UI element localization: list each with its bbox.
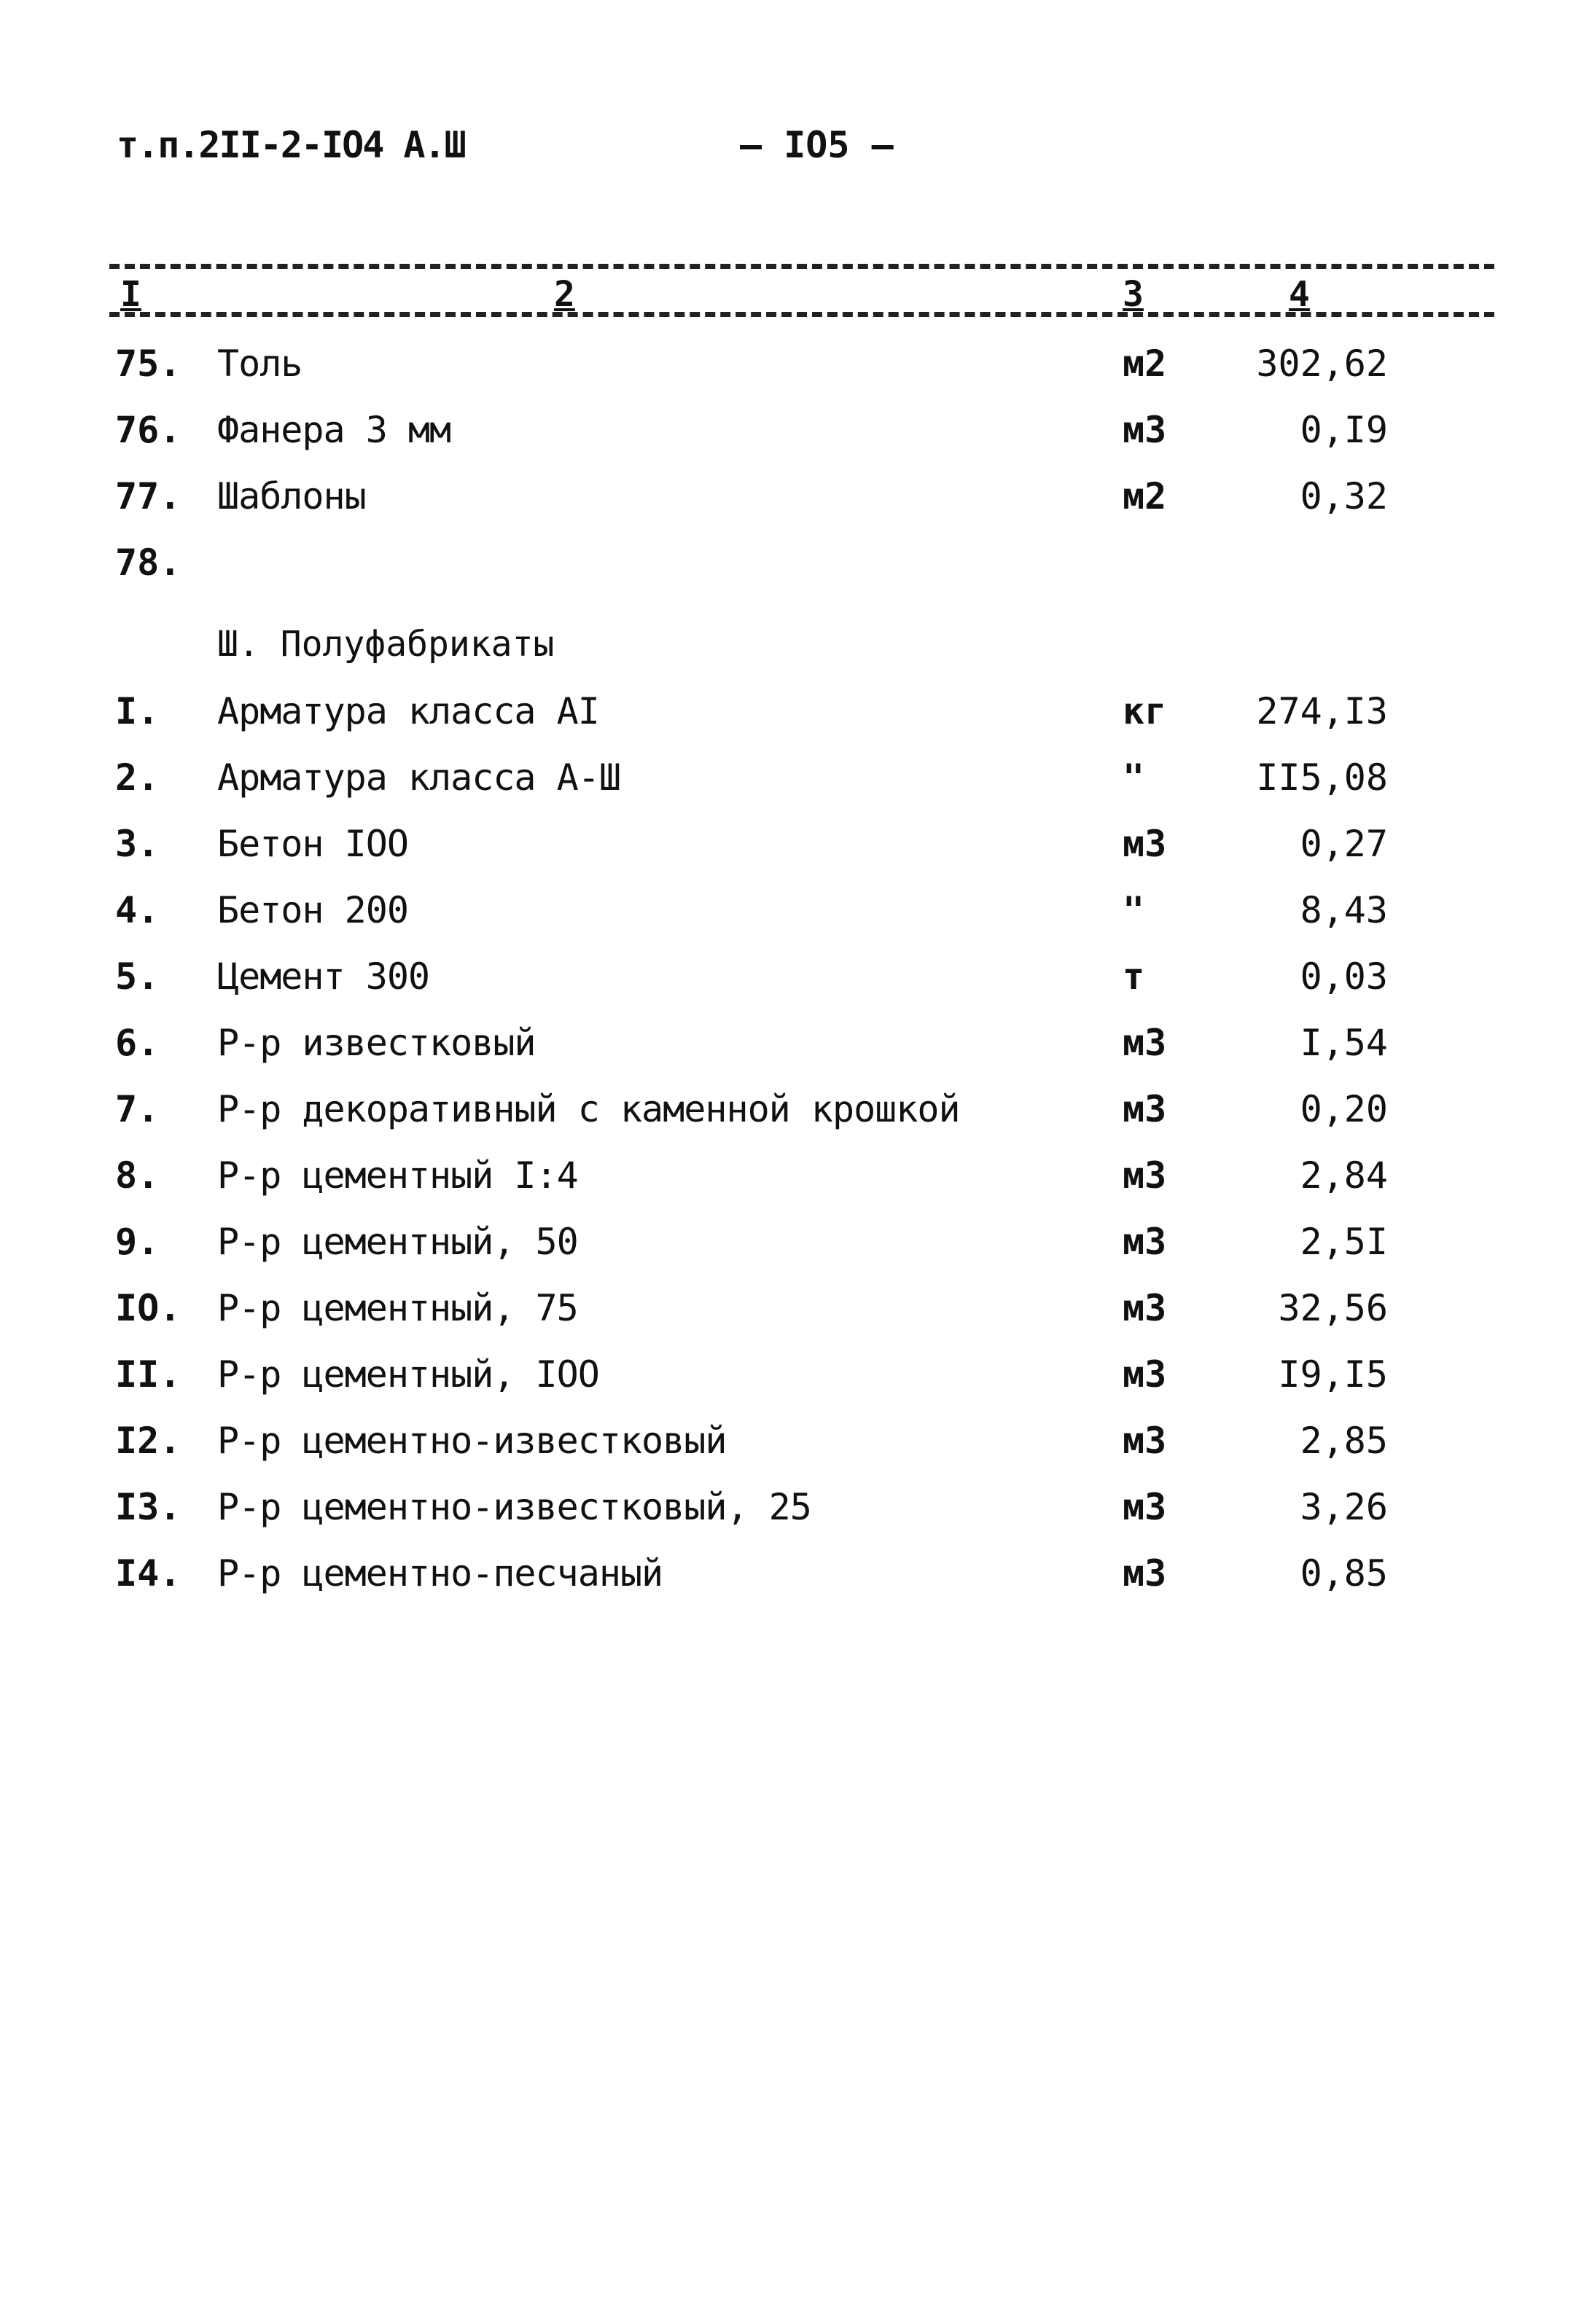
table-row [0,751,1592,817]
row-number: 78. [115,541,182,584]
row-name: Арматура класса А-Ш [217,756,620,799]
table-row [0,1149,1592,1215]
table-row [0,1546,1592,1613]
row-value: 2,84 [1300,1154,1388,1197]
row-name: Р-р декоративный с каменной крошкой [217,1088,960,1130]
row-number: 6. [115,1022,160,1064]
row-name: Фанера 3 мм [217,409,451,451]
table-row [0,337,1592,403]
row-number: 75. [115,343,182,385]
page-header [117,124,1502,182]
row-number: 8. [115,1154,160,1197]
row-number: 77. [115,475,182,517]
row-unit: " [1123,889,1145,931]
table-row [0,1016,1592,1082]
table-row [0,684,1592,751]
row-unit: м2 [1123,475,1167,517]
table-row [0,950,1592,1016]
table-row [0,1414,1592,1480]
row-number: 7. [115,1088,160,1130]
row-value: 2,5I [1300,1221,1388,1263]
column-header-4: 4 [1289,274,1310,315]
row-value: 302,62 [1256,343,1388,385]
table-header-divider [109,312,1494,317]
row-name: Толь [217,343,303,385]
row-unit: м3 [1123,1022,1167,1064]
column-header-1: I [120,274,141,315]
row-number: I. [115,690,160,732]
table-row [0,403,1592,469]
row-number: 4. [115,889,160,931]
row-number: I2. [115,1420,182,1462]
row-value: 32,56 [1278,1287,1388,1329]
row-value: 0,85 [1300,1552,1388,1595]
row-number: 5. [115,955,160,998]
row-name: Р-р цементный, IOO [217,1353,599,1396]
row-number: 3. [115,823,160,865]
row-unit: м3 [1123,1221,1167,1263]
row-value: II5,08 [1256,756,1388,799]
table-row [0,1215,1592,1281]
row-unit: м3 [1123,1353,1167,1396]
row-name: Р-р цементно-известковый, 25 [217,1486,811,1528]
row-name: Р-р цементно-известковый [217,1420,727,1462]
row-number: I4. [115,1552,182,1595]
row-value: 0,03 [1300,955,1388,998]
row-unit: т [1123,955,1145,998]
row-name: Р-р цементный, 50 [217,1221,578,1263]
row-unit: м2 [1123,343,1167,385]
row-number: II. [115,1353,182,1396]
row-unit: кг [1123,690,1167,732]
section-heading [0,602,1592,684]
row-number: IO. [115,1287,182,1329]
row-name: Р-р цементный, 75 [217,1287,578,1329]
row-name: Арматура класса АI [217,690,599,732]
table-row [0,1082,1592,1149]
table-row [0,536,1592,602]
row-name: Бетон 200 [217,889,408,931]
row-value: I,54 [1300,1022,1388,1064]
row-unit: м3 [1123,823,1167,865]
table-row [0,1347,1592,1414]
table-row [0,469,1592,536]
row-number: 2. [115,756,160,799]
row-unit: " [1123,756,1145,799]
table-row [0,1281,1592,1347]
table-row [0,817,1592,883]
row-name: Шаблоны [217,475,366,517]
row-value: I9,I5 [1278,1353,1388,1396]
row-value: 0,32 [1300,475,1388,517]
row-unit: м3 [1123,409,1167,451]
table-row [0,883,1592,950]
materials-table [0,337,1592,1613]
table-row [0,1480,1592,1546]
row-name: Р-р известковый [217,1022,536,1064]
document-code: т.п.2II-2-IO4 А.Ш [117,124,465,166]
row-unit: м3 [1123,1287,1167,1329]
row-name: Р-р цементно-песчаный [217,1552,663,1595]
row-number: 9. [115,1221,160,1263]
column-header-3: 3 [1123,274,1144,315]
row-unit: м3 [1123,1088,1167,1130]
row-unit: м3 [1123,1552,1167,1595]
row-value: 3,26 [1300,1486,1388,1528]
row-unit: м3 [1123,1420,1167,1462]
row-value: 274,I3 [1256,690,1388,732]
row-number: I3. [115,1486,182,1528]
row-value: 2,85 [1300,1420,1388,1462]
row-value: 0,20 [1300,1088,1388,1130]
row-name: Р-р цементный I:4 [217,1154,578,1197]
section-title: Ш. Полуфабрикаты [217,624,555,665]
row-value: 8,43 [1300,889,1388,931]
row-value: 0,27 [1300,823,1388,865]
row-name: Бетон IOO [217,823,408,865]
column-header-2: 2 [554,274,575,315]
page-number: – IO5 – [740,124,894,166]
row-unit: м3 [1123,1486,1167,1528]
row-number: 76. [115,409,182,451]
table-top-divider [109,264,1494,269]
row-name: Цемент 300 [217,955,430,998]
row-value: 0,I9 [1300,409,1388,451]
row-unit: м3 [1123,1154,1167,1197]
